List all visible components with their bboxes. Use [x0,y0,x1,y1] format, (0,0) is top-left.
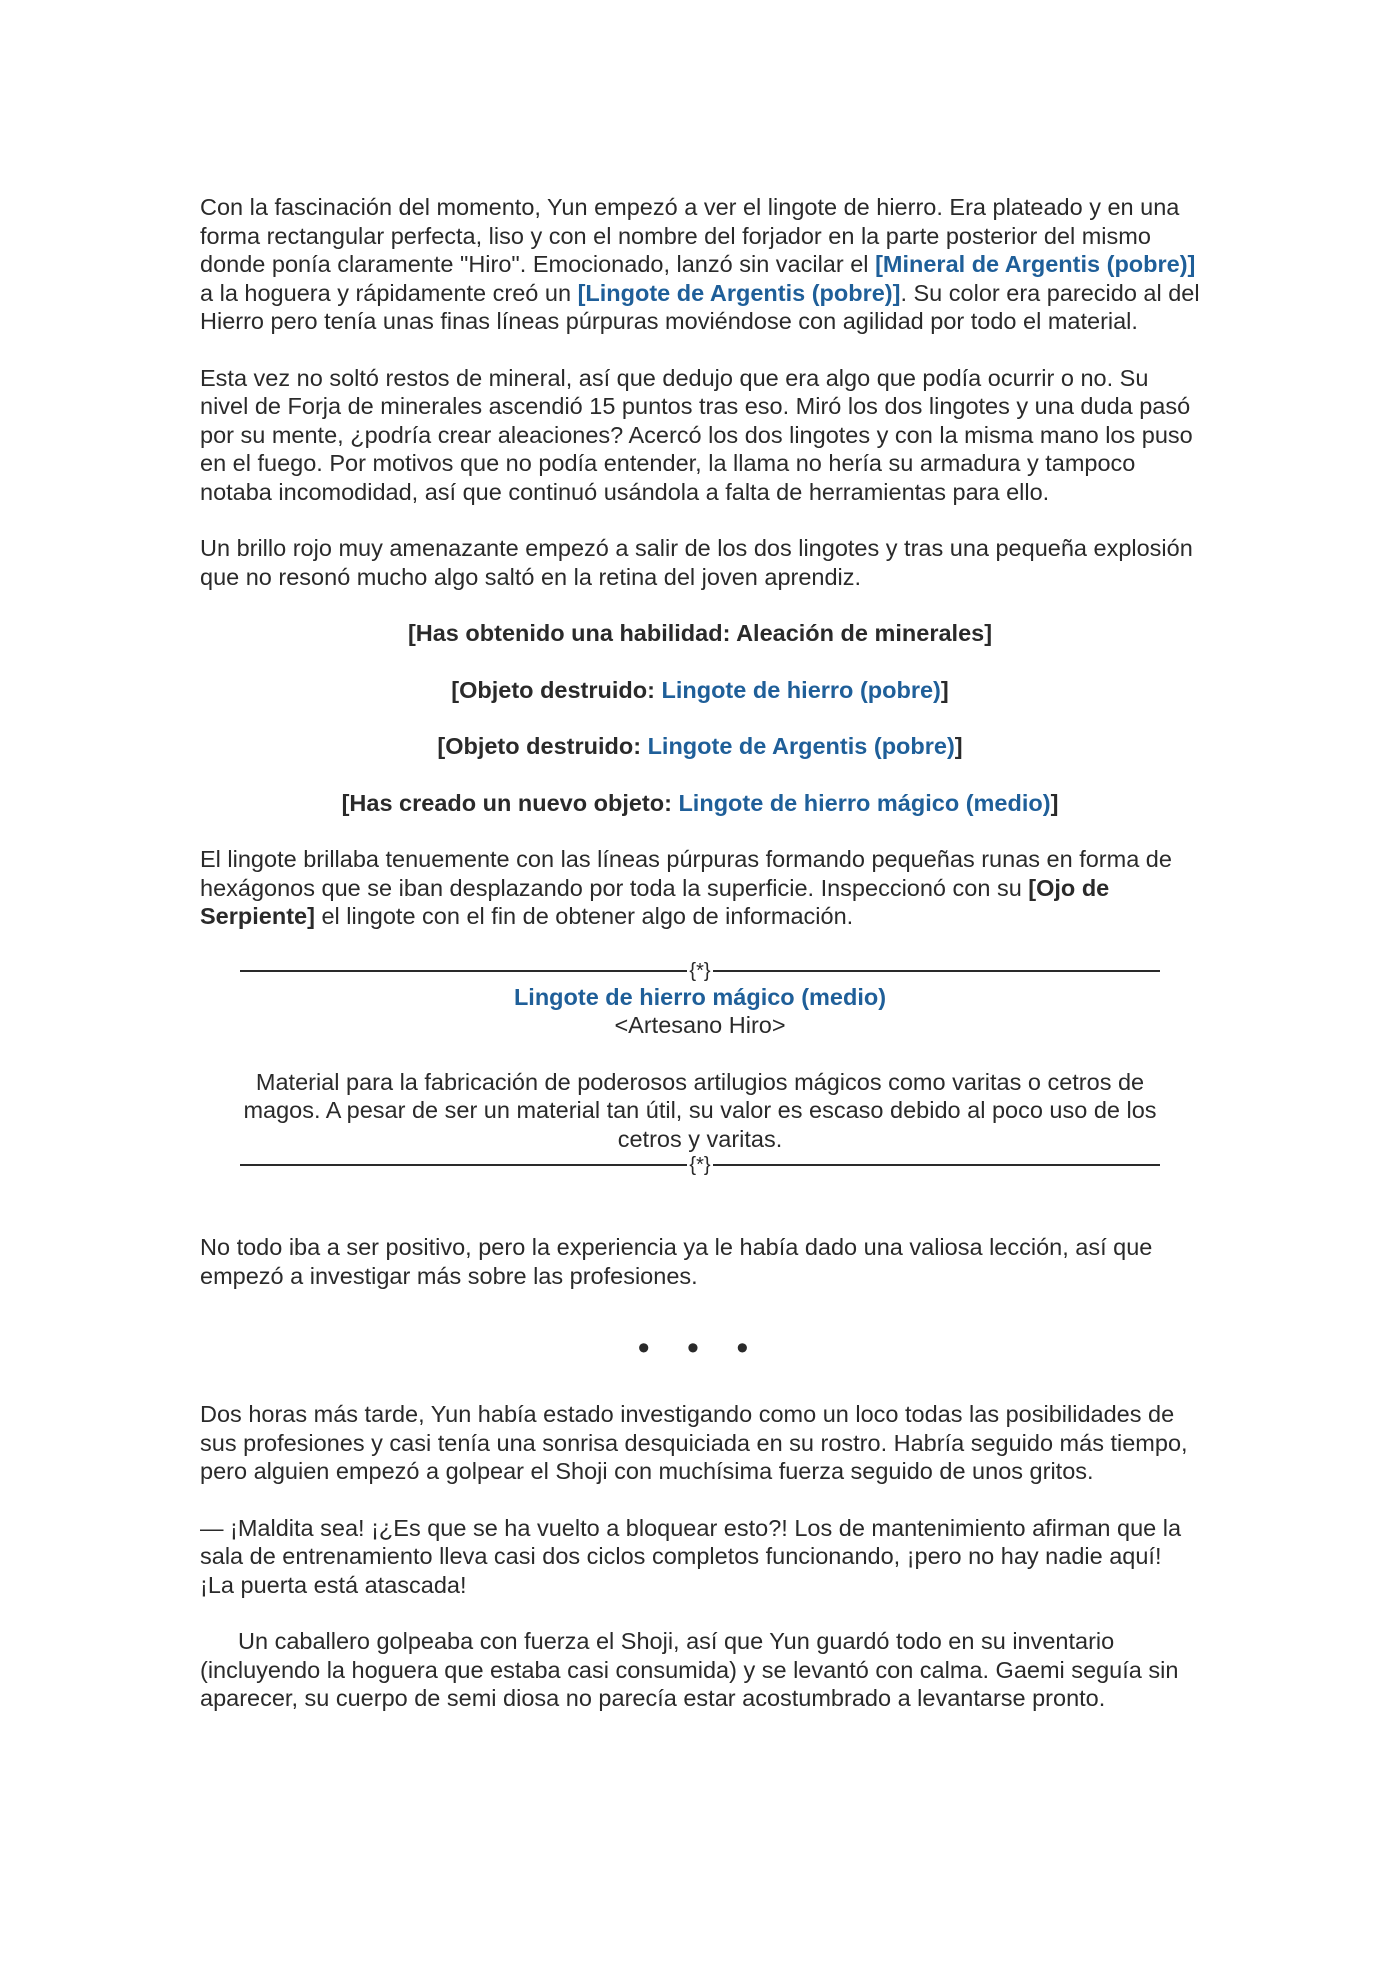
paragraph-6: Dos horas más tarde, Yun había estado investigando como un loco todas las posibilidades de sus profesiones y casi tenía una sonrisa desquiciada en su rostro. Habría seguido más tiempo, pero alguien empezó a golpear el Shoji con muchísima fuerza seguido de unos gritos. [200,1401,1188,1484]
paragraph-1-text-c: . Su color era parecido al del Hierro pero tenía unas finas líneas púrpuras moviéndose con agilidad por todo el material. [200,279,1200,334]
divider-mark: {*} [689,1154,711,1176]
paragraph-4-text-a: El lingote brillaba tenuemente con las líneas púrpuras formando pequeñas runas en forma de hexágonos que se iban desplazando por toda la superficie. Inspeccionó con su [200,846,1172,901]
item-crafter: <Artesano Hiro> [614,1012,786,1038]
divider-line [713,1164,1160,1166]
divider-line [240,1164,687,1166]
notice-prefix: [Objeto destruido: [451,676,662,703]
paragraph-1-text-b: a la hoguera y rápidamente creó un [200,279,578,306]
section-break: • • • [637,1329,763,1367]
notice-suffix: ] [1050,789,1059,816]
item-box-bottom-divider [240,1153,1160,1177]
divider-mark: {*} [689,959,711,982]
skill-name: [Ojo de Serpiente] [200,874,1110,929]
item-link-lingote-argentis: [Lingote de Argentis (pobre)] [577,279,901,306]
notice-item: Lingote de Argentis (pobre) [647,733,955,759]
item-info-box [240,959,1160,1178]
notice-suffix: ] [954,733,963,759]
paragraph-4-text-b: el lingote con el fin de obtener algo de información. [314,903,854,929]
document-body [200,193,1200,1741]
paragraph-2: Esta vez no soltó restos de mineral, así que dedujo que era algo que podía ocurrir o no. Su nivel de Forja de minerales ascendió 15 puntos tras eso. Miró los dos lingotes y una duda pasó por su mente, ¿podría crear aleaciones? Acercó los dos lingotes y con la misma mano los puso en el fuego. Por motivos que no podía entender, la llama no hería su armadura y tampoco notaba incomodidad, así que continuó usándola a falta de herramientas para ello. [200,364,1193,505]
notice-prefix: [Objeto destruido: [437,733,648,759]
paragraph-1-text-a: Con la fascinación del momento, Yun empezó a ver el lingote de hierro. Era plateado y en una forma rectangular perfecta, liso y con el nombre del forjador en la parte posterior del mismo donde ponía claramente "Hiro". Emocionado, lanzó sin vacilar el [200,194,1180,277]
system-notice-destroyed-1 [200,676,1200,705]
system-notice-destroyed-2 [200,732,1200,761]
paragraph-1 [200,193,1200,336]
item-link-mineral-argentis: [Mineral de Argentis (pobre)] [875,251,1196,277]
system-notice-created [200,789,1200,818]
item-title: Lingote de hierro mágico (medio) [513,983,887,1010]
paragraph-4 [200,845,1200,931]
paragraph-8: Un caballero golpeaba con fuerza el Shoji, así que Yun guardó todo en su inventario (incluyendo la hoguera que estaba casi consumida) y se levantó con calma. Gaemi seguía sin aparecer, su cuerpo de semi diosa no parecía estar acostumbrado a levantarse pronto. [200,1628,1179,1711]
notice-suffix: ] [940,676,949,703]
divider-line [713,970,1160,972]
notice-text: [Has obtenido una habilidad: Aleación de minerales] [407,620,993,646]
item-description: Material para la fabricación de poderosos artilugios mágicos como varitas o cetros de magos. A pesar de ser un material tan útil, su valor es escaso debido al poco uso de los cetros y varitas. [243,1068,1157,1152]
notice-prefix: [Has creado un nuevo objeto: [341,789,679,816]
paragraph-5: No todo iba a ser positivo, pero la experiencia ya le había dado una valiosa lección, así que empezó a investigar más sobre las profesiones. [200,1234,1153,1289]
paragraph-7-dialogue: — ¡Maldita sea! ¡¿Es que se ha vuelto a bloquear esto?! Los de mantenimiento afirman que la sala de entrenamiento lleva casi dos ciclos completos funcionando, ¡pero no hay nadie aquí! ¡La puerta está atascada! [200,1514,1182,1598]
item-box-top-divider [240,959,1160,983]
notice-item: Lingote de hierro (pobre) [661,676,941,703]
paragraph-3: Un brillo rojo muy amenazante empezó a salir de los dos lingotes y tras una pequeña explosión que no resonó mucho algo saltó en la retina del joven aprendiz. [200,535,1193,590]
divider-line [240,970,687,972]
system-notice-skill [200,619,1200,648]
notice-item: Lingote de hierro mágico (medio) [678,789,1051,816]
